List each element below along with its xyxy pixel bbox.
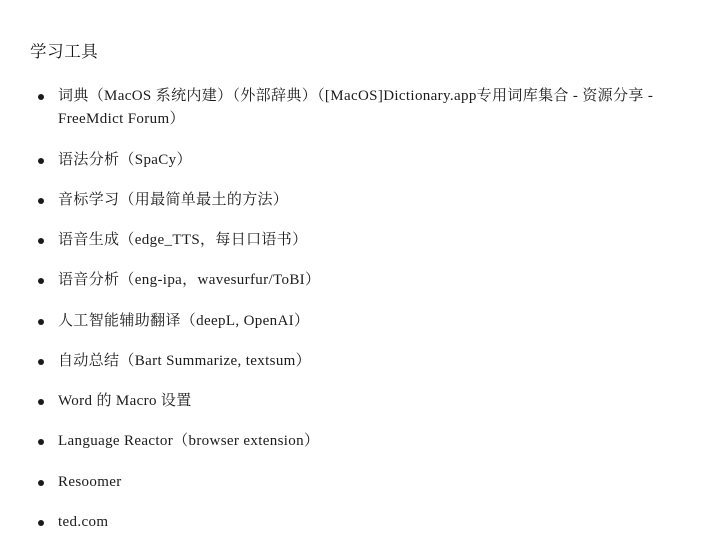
list-item — [30, 189, 681, 212]
list-item-text: 语音生成（edge_TTS，每日口语书） — [58, 232, 308, 249]
list-item — [30, 511, 681, 534]
list-item-text: Resoomer — [58, 473, 122, 490]
list-item — [30, 471, 681, 494]
list-item — [30, 390, 681, 413]
list-item-text: 语音分析（eng-ipa，wavesurfur/ToBI） — [58, 272, 321, 289]
list-item-text: 音标学习（用最简单最土的方法） — [58, 191, 289, 208]
list-item — [30, 430, 681, 453]
list-item-text: ted.com — [58, 513, 109, 530]
list-item-text: 语法分析（SpaCy） — [58, 151, 192, 168]
list-item — [30, 85, 681, 132]
list-item — [30, 310, 681, 333]
list-item-text: Language Reactor（browser extension） — [58, 433, 320, 450]
list-item — [30, 149, 681, 172]
list-item — [30, 350, 681, 373]
list-item-text: 词典（MacOS 系统内建）（外部辞典）（[MacOS]Dictionary.app专用词库集合 - 资源分享 - FreeMdict Forum） — [58, 88, 654, 128]
list-item-text: 人工智能辅助翻译（deepL, OpenAI） — [58, 312, 310, 329]
list-item — [30, 229, 681, 252]
list-item — [30, 269, 681, 292]
tool-list — [30, 85, 681, 534]
list-item-text: 自动总结（Bart Summarize, textsum） — [58, 352, 312, 369]
list-item-text: Word 的 Macro 设置 — [58, 393, 192, 410]
page-title: 学习工具 — [30, 42, 99, 61]
